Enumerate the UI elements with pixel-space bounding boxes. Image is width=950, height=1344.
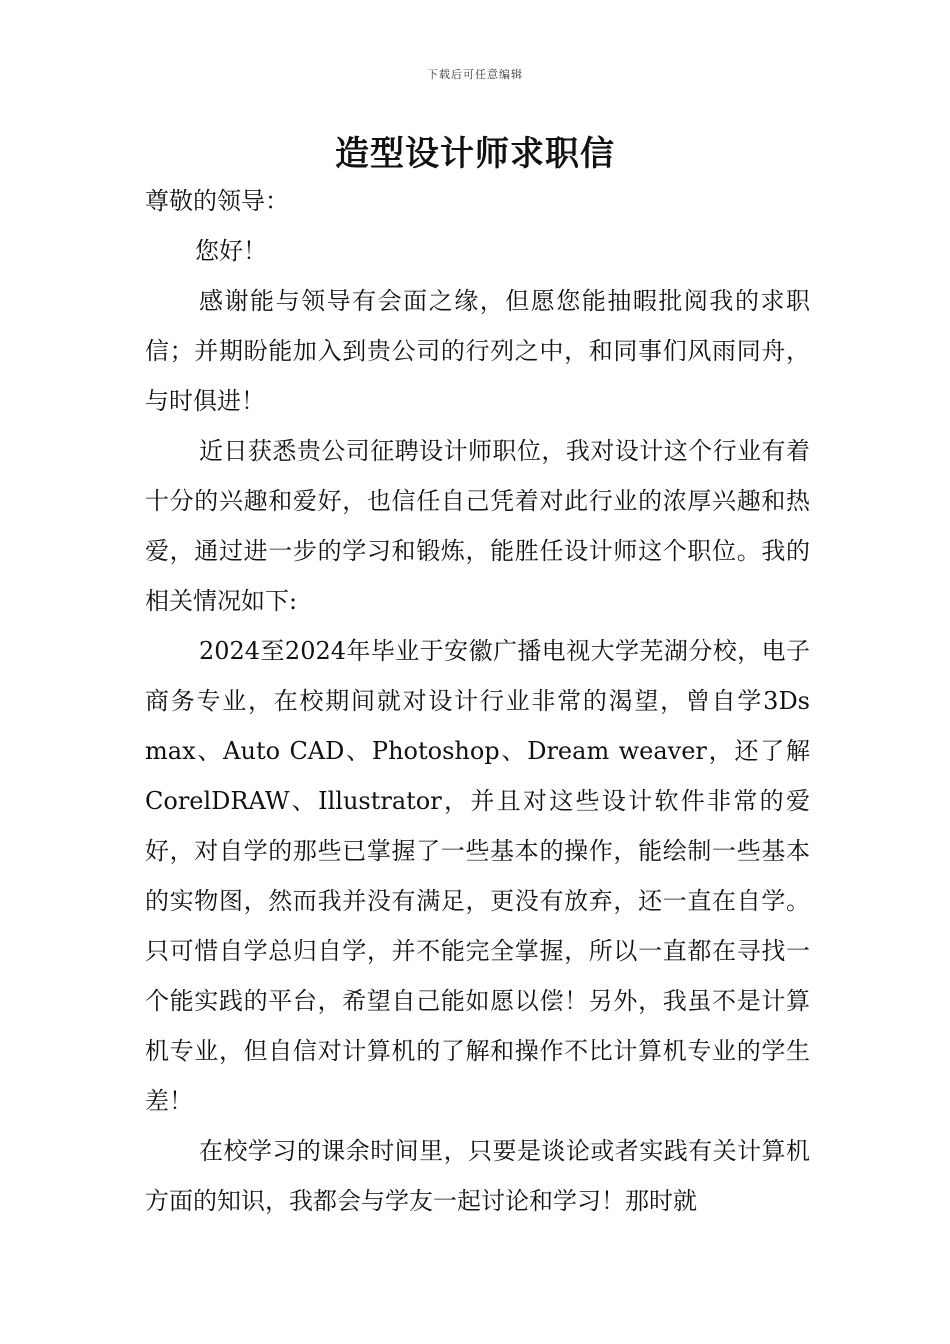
body-paragraph: 在校学习的课余时间里，只要是谈论或者实践有关计算机方面的知识，我都会与学友一起讨论和学习！那时就 xyxy=(145,1137,810,1215)
salutation: 尊敬的领导： xyxy=(145,187,289,215)
body-paragraph: 2024至2024年毕业于安徽广播电视大学芜湖分校，电子商务专业，在校期间就对设计行业非常的渴望，曾自学3Ds max、Auto CAD、Photoshop、Dream weaver，还了解CorelDRAW、Illustrator，并且对这些设计软件非常的爱好，对自学的那些已掌握了一些基本的操作，能绘制一些基本的实物图，然而我并没有满足，更没有放弃，还一直在自学。只可惜自学总归自学，并不能完全掌握，所以一直都在寻找一个能实践的平台，希望自己能如愿以偿！另外，我虽不是计算机专业，但自信对计算机的了解和操作不比计算机专业的学生差！ xyxy=(145,637,810,1115)
header-note: 下载后可任意编辑 xyxy=(427,68,523,81)
document-title: 造型设计师求职信 xyxy=(335,134,615,174)
greeting-paragraph: 您好！ xyxy=(195,237,267,265)
body-paragraph: 感谢能与领导有会面之缘，但愿您能抽暇批阅我的求职信；并期盼能加入到贵公司的行列之中，和同事们风雨同舟，与时俱进！ xyxy=(145,287,810,415)
letter-body xyxy=(145,176,810,1226)
body-paragraph: 近日获悉贵公司征聘设计师职位，我对设计这个行业有着十分的兴趣和爱好，也信任自己凭着对此行业的浓厚兴趣和热爱，通过进一步的学习和锻炼，能胜任设计师这个职位。我的相关情况如下: xyxy=(145,437,810,615)
